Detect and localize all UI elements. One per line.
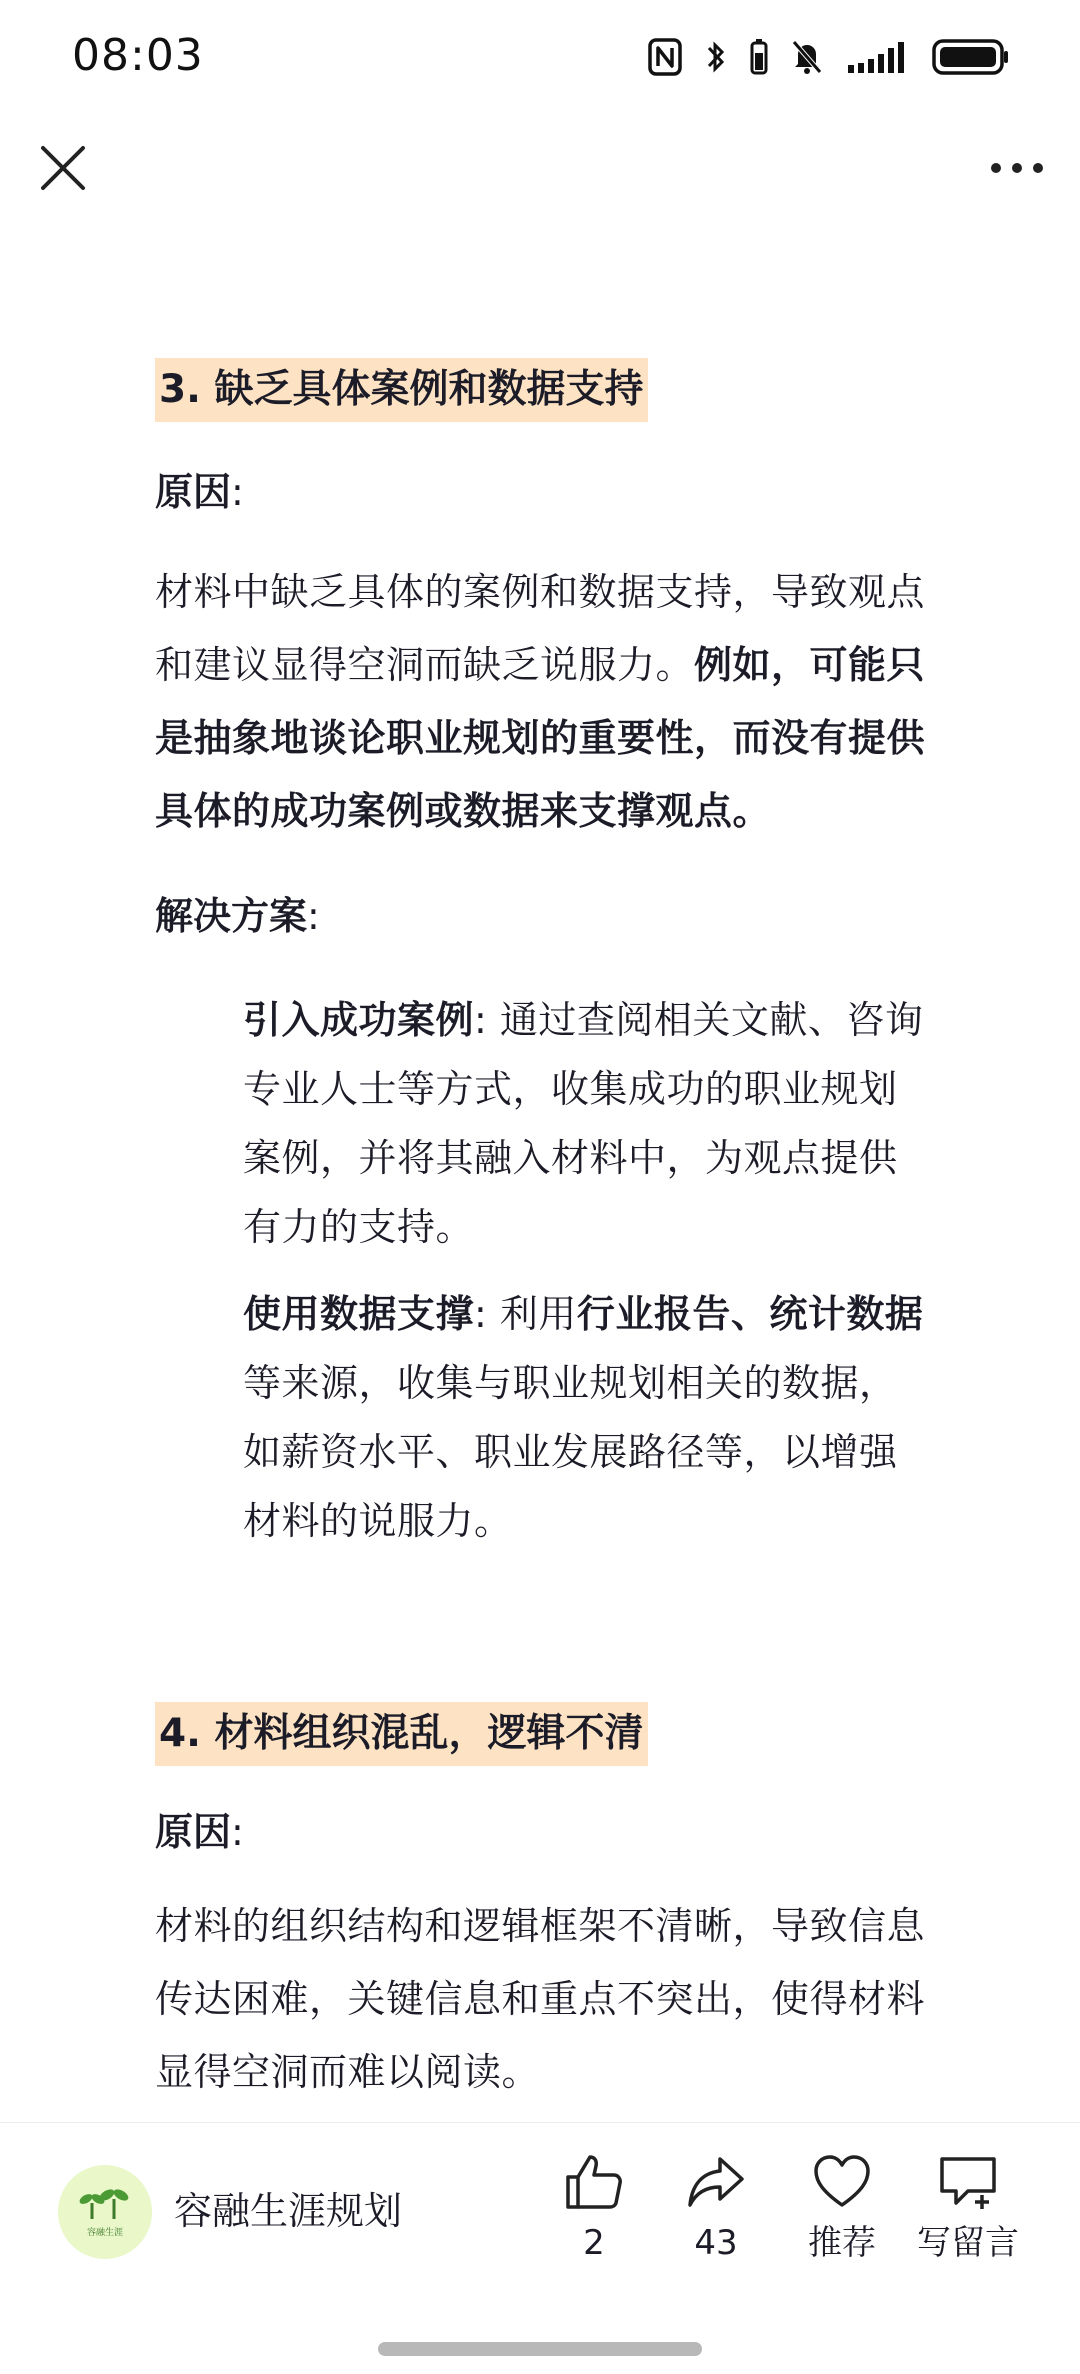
mute-bell-icon <box>790 38 824 76</box>
share-arrow-icon <box>686 2153 746 2211</box>
status-bar <box>0 0 1080 120</box>
solution-colon: : <box>307 894 320 938</box>
reason-label-text: 原因 <box>155 470 232 514</box>
thumbs-up-icon <box>564 2153 624 2211</box>
like-count: 2 <box>583 2223 605 2263</box>
solution-list <box>155 986 933 1556</box>
solution-item-title: 引入成功案例 <box>243 998 475 1042</box>
battery-icon <box>932 39 1010 75</box>
solution-item-title: 使用数据支撑 <box>243 1292 475 1336</box>
reason-label-text: 原因 <box>155 1810 232 1854</box>
reason-label <box>155 1804 945 1860</box>
bottom-action-bar <box>0 2122 1080 2374</box>
status-icons <box>648 38 1010 76</box>
comment-button[interactable] <box>908 2153 1028 2265</box>
device-battery-icon <box>750 39 768 75</box>
reason-text: 材料中缺乏具体的案例和数据支持，导致观点和建议显得空洞而缺乏说服力。 <box>155 570 926 687</box>
share-count: 43 <box>694 2223 738 2263</box>
like-button[interactable] <box>534 2153 654 2265</box>
reason-colon: : <box>231 470 244 514</box>
solution-item-text: 通过查阅相关文献、咨询专业人士等方式，收集成功的职业规划案例，并将其融入材料中，为观点提供有力的支持。 <box>243 998 924 1249</box>
solution-item <box>243 986 933 1262</box>
status-time: 08:03 <box>72 30 204 81</box>
solution-item-text: 等来源，收集与职业规划相关的数据，如薪资水平、职业发展路径等，以增强材料的说服力。 <box>243 1361 898 1543</box>
heart-icon <box>812 2153 872 2211</box>
solution-label <box>155 888 945 944</box>
article-body <box>155 340 945 2109</box>
recommend-label: 推荐 <box>808 2223 876 2263</box>
bluetooth-icon <box>704 38 728 76</box>
author-name[interactable]: 容融生涯规划 <box>174 2189 403 2233</box>
solution-item <box>243 1280 933 1556</box>
reason-text-emphasis: 例如，可能只是抽象地谈论职业规划的重要性，而没有提供具体的成功案例或数据来支撑观点。 <box>155 643 926 833</box>
reason-label <box>155 464 945 520</box>
reason-colon: : <box>231 1810 244 1854</box>
avatar-text: 容融生涯 <box>86 2228 124 2238</box>
solution-item-text-emphasis: 行业报告、统计数据 <box>576 1292 924 1336</box>
close-icon <box>40 145 86 191</box>
reason-paragraph: 材料的组织结构和逻辑框架不清晰，导致信息传达困难，关键信息和重点不突出，使得材料显得空洞而难以阅读。 <box>155 1904 926 2094</box>
avatar[interactable] <box>58 2165 152 2259</box>
share-button[interactable] <box>656 2153 776 2265</box>
section-heading: 3. 缺乏具体案例和数据支持 <box>155 358 648 422</box>
sprout-logo-icon <box>70 2177 140 2247</box>
nfc-icon <box>648 38 682 76</box>
more-button[interactable] <box>984 135 1050 201</box>
section-heading: 4. 材料组织混乱，逻辑不清 <box>155 1702 648 1766</box>
solution-item-text: 利用 <box>499 1292 577 1336</box>
recommend-button[interactable] <box>782 2153 902 2265</box>
more-icon <box>990 162 1044 174</box>
reason-paragraph <box>155 556 945 848</box>
comment-label: 写留言 <box>917 2223 1019 2263</box>
solution-item-sep: : <box>474 998 500 1042</box>
signal-icon <box>846 39 910 75</box>
comment-add-icon <box>938 2153 998 2211</box>
close-button[interactable] <box>30 135 96 201</box>
solution-label-text: 解决方案 <box>155 894 308 938</box>
solution-item-sep: : <box>474 1292 500 1336</box>
home-indicator[interactable] <box>378 2342 702 2356</box>
